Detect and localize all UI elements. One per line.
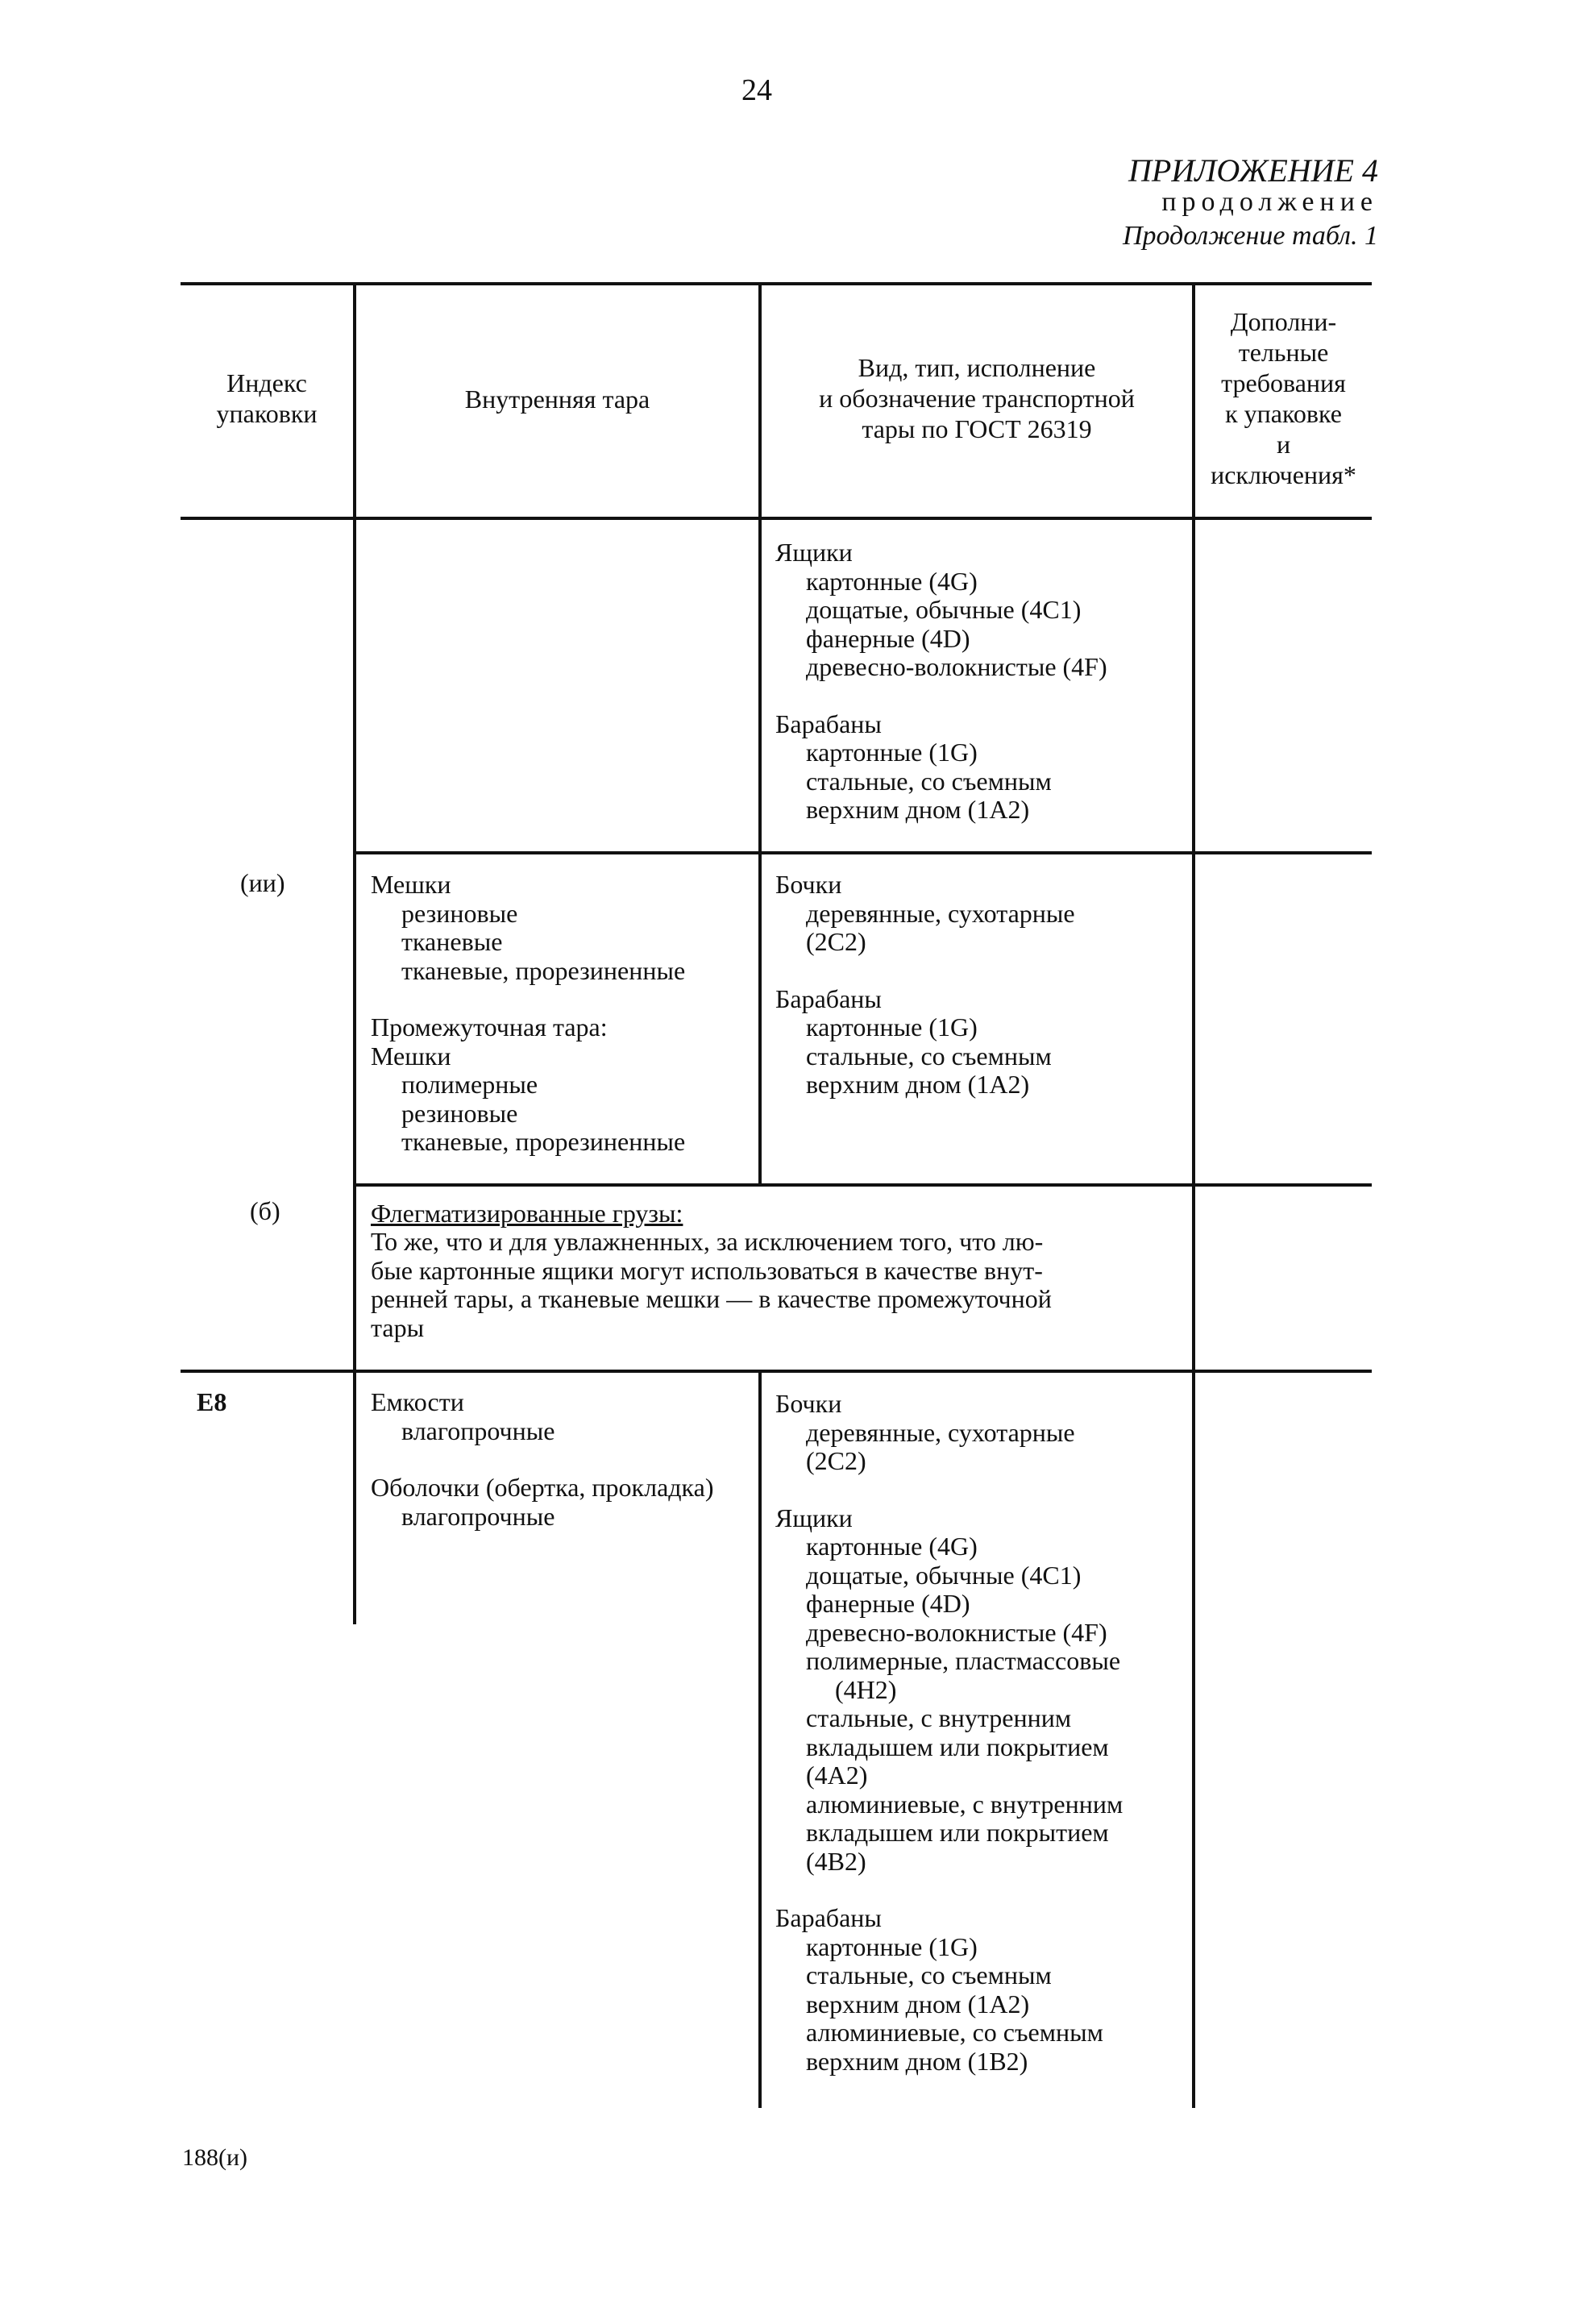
row2-index: (ии) (240, 868, 285, 897)
footer-mark: 188(и) (182, 2144, 248, 2171)
row2-transport-cell: Бочки деревянные, сухотарные (2C2) Барабаны картонные (1G) стальные, со съемным верхним дном (1A2) (775, 870, 1075, 1099)
column-rule-2b (758, 1370, 762, 2108)
page-number: 24 (741, 73, 772, 107)
row2-bottom-rule (355, 1183, 1372, 1187)
row1-bottom-rule (355, 851, 1372, 854)
appendix-title: ПРИЛОЖЕНИЕ 4 (1128, 152, 1378, 189)
row4-transport-cell: Бочки деревянные, сухотарные (2C2) Ящики картонные (4G) дощатые, обычные (4C1) фанерные (4D) древесно-волокнистые (4F) полимерные, пластмассовые (4H2) стальные, с внутренним вкладышем или покрытием (4A2) алюминиевые, с внутренним вкладышем или покрытием (4B2) Барабаны картонные (1G) стальные, со съемным верхним дном (1A2) алюминиевые, со съемным верхним дном (1B2) (775, 1389, 1124, 2076)
column-rule-1 (353, 282, 356, 1624)
row3-heading: Флегматизированные грузы: (371, 1199, 683, 1228)
row4-inner-cell: Емкости влагопрочные Оболочки (обертка, прокладка) влагопрочные (371, 1387, 714, 1531)
row3-text: То же, что и для увлажненных, за исключением того, что лю- бые картонные ящики могут использоваться в качестве внут- ренней тары, а тканевые мешки — в качестве промежуточной тары (371, 1227, 1052, 1342)
row4-index: E8 (197, 1387, 227, 1416)
row2-inner-cell: Мешки резиновые тканевые тканевые, прорезиненные Промежуточная тара: Мешки полимерные резиновые тканевые, прорезиненные (371, 870, 686, 1156)
row1-transport-cell: Ящики картонные (4G) дощатые, обычные (4C1) фанерные (4D) древесно-волокнистые (4F) Барабаны картонные (1G) стальные, со съемным верхним дном (1A2) (775, 538, 1107, 824)
header-extra-requirements: Дополни- тельные требования к упаковке и исключения* (1211, 307, 1356, 489)
appendix-continuation: продолжение (1161, 187, 1378, 217)
column-rule-3 (1192, 282, 1195, 2108)
row3-index: (б) (250, 1196, 280, 1225)
header-index: Индекс упаковки (216, 368, 318, 428)
header-inner-packaging: Внутренняя тара (464, 385, 650, 414)
header-transport-packaging: Вид, тип, исполнение и обозначение транспортной тары по ГОСТ 26319 (819, 353, 1135, 443)
appendix-table-continuation: Продолжение табл. 1 (1122, 221, 1378, 251)
